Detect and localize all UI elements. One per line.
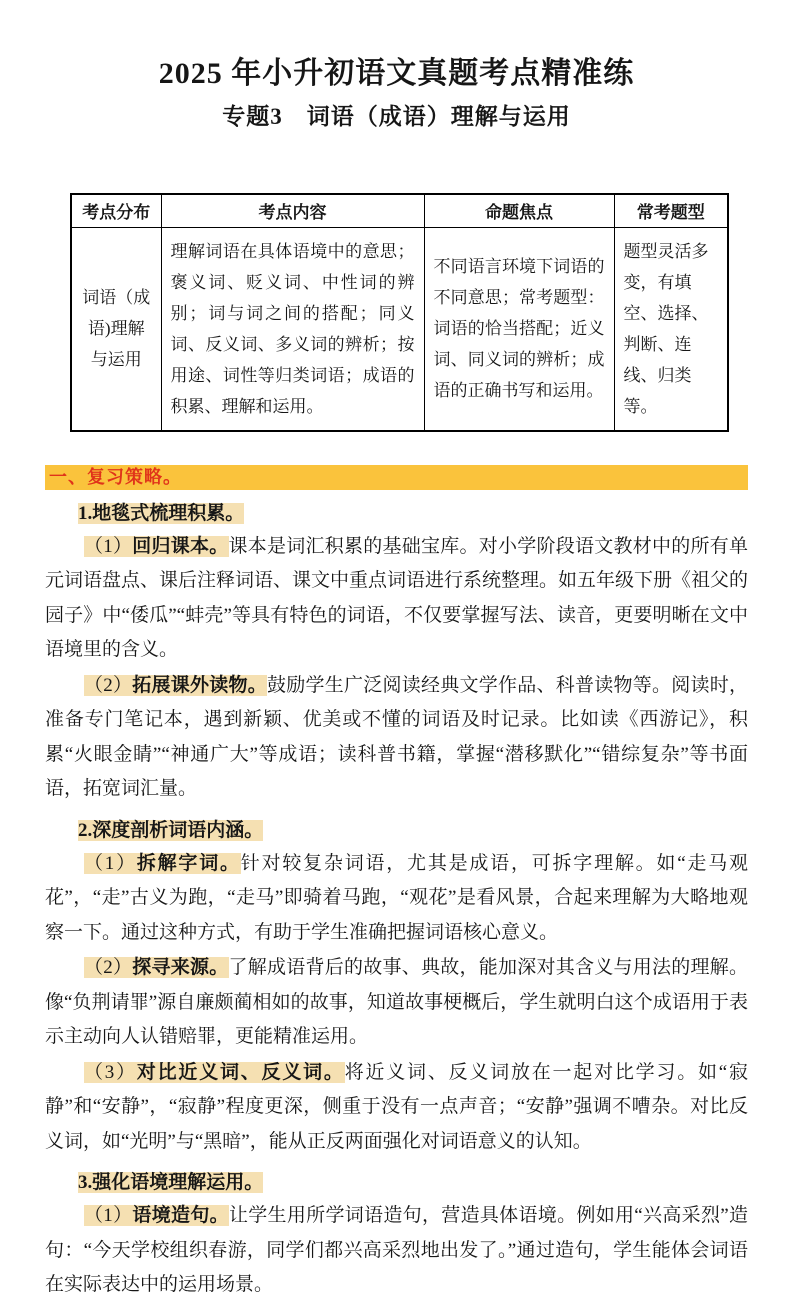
paragraph-3-1 — [45, 1199, 748, 1303]
table-header-row — [71, 194, 728, 227]
cell-distribution: 词语（成语)理解与运用 — [71, 227, 161, 431]
paragraph-2-1 — [45, 847, 748, 951]
subheading-1-text: 1.地毯式梳理积累。 — [78, 502, 245, 524]
paragraph-2-1-text: 针对较复杂词语，尤其是成语，可拆字理解。如“走马观花”，“走”古义为跑，“走马”即骑着马跑，“观花”是看风景，合起来理解为大略地观察一下。通过这种方式，有助于学生准确把握词语核心意义。 — [45, 852, 748, 943]
paragraph-3-1-label: 语境造句。 — [132, 1205, 229, 1226]
cell-content: 理解词语在具体语境中的意思；褒义词、贬义词、中性词的辨别；词与词之间的搭配；同义词、反义词、多义词的辨析；按用途、词性等归类词语；成语的积累、理解和运用。 — [161, 227, 424, 431]
paragraph-1-2-number: （2） — [84, 674, 133, 696]
paragraph-1-2-text: 鼓励学生广泛阅读经典文学作品、科普读物等。阅读时，准备专门笔记本，遇到新颖、优美或不懂的词语及时记录。比如读《西游记》，积累“火眼金睛”“神通广大”等成语；读科普书籍，掌握“潜移默化”“错综复杂”等书面语，拓宽词汇量。 — [45, 674, 748, 799]
paragraph-1-2 — [45, 669, 748, 807]
paragraph-1-2-label: 拓展课外读物。 — [132, 674, 267, 696]
exam-points-table — [70, 193, 729, 432]
paragraph-2-2 — [45, 951, 748, 1055]
paragraph-2-3 — [45, 1056, 748, 1160]
cell-focus: 不同语言环境下词语的不同意思；常考题型：词语的恰当搭配；近义词、同义词的辨析；成语的正确书写和运用。 — [424, 227, 614, 431]
paragraph-3-1-text: 让学生用所学词语造句，营造具体语境。例如用“兴高采烈”造句：“今天学校组织春游，同学们都兴高采烈地出发了。”通过造句，学生能体会词语在实际表达中的运用场景。 — [45, 1205, 748, 1295]
paragraph-2-3-text: 将近义词、反义词放在一起对比学习。如“寂静”和“安静”，“寂静”程度更深，侧重于没有一点声音；“安静”强调不嘈杂。对比反义词，如“光明”与“黑暗”，能从正反两面强化对词语意义的认知。 — [45, 1061, 748, 1152]
subheading-2-text: 2.深度剖析词语内涵。 — [78, 819, 264, 841]
paragraph-2-2-text: 了解成语背后的故事、典故，能加深对其含义与用法的理解。像“负荆请罪”源自廉颇蔺相如的故事，知道故事梗概后，学生就明白这个成语用于表示主动向人认错赔罪，更能精准运用。 — [45, 957, 748, 1047]
paragraph-2-3-label: 对比近义词、反义词。 — [136, 1061, 345, 1083]
table-row — [71, 227, 728, 431]
col-header-distribution: 考点分布 — [71, 194, 161, 227]
subheading-3-text: 3.强化语境理解运用。 — [78, 1172, 264, 1193]
paragraph-1-1-number: （1） — [84, 535, 133, 557]
paragraph-1-1 — [45, 530, 748, 668]
section-heading-text: 一、复习策略。 — [49, 466, 182, 487]
page-title: 2025 年小升初语文真题考点精准练 — [158, 57, 635, 90]
subheading-3 — [78, 1166, 748, 1199]
paragraph-2-2-label: 探寻来源。 — [132, 957, 229, 978]
col-header-question-types: 常考题型 — [614, 194, 728, 227]
cell-question-types: 题型灵活多变，有填空、选择、判断、连线、归类等。 — [614, 227, 728, 431]
paragraph-2-1-number: （1） — [84, 852, 137, 874]
paragraph-3-1-number: （1） — [84, 1205, 133, 1226]
paragraph-2-2-number: （2） — [84, 957, 133, 978]
subheading-1 — [78, 497, 748, 530]
page-subtitle: 专题3 词语（成语）理解与运用 — [222, 104, 571, 129]
col-header-content: 考点内容 — [161, 194, 424, 227]
section-heading-bar — [45, 465, 748, 490]
paragraph-2-3-number: （3） — [84, 1061, 137, 1083]
paragraph-1-1-text: 课本是词汇积累的基础宝库。对小学阶段语文教材中的所有单元词语盘点、课后注释词语、课文中重点词语进行系统整理。如五年级下册《祖父的园子》中“倭瓜”“蚌壳”等具有特色的词语，不仅要掌握写法、读音，更要明晰在文中语境里的含义。 — [45, 535, 749, 660]
subheading-2 — [78, 814, 748, 847]
paragraph-2-1-label: 拆解字词。 — [136, 852, 241, 874]
paragraph-1-1-label: 回归课本。 — [132, 535, 229, 557]
col-header-focus: 命题焦点 — [424, 194, 614, 227]
